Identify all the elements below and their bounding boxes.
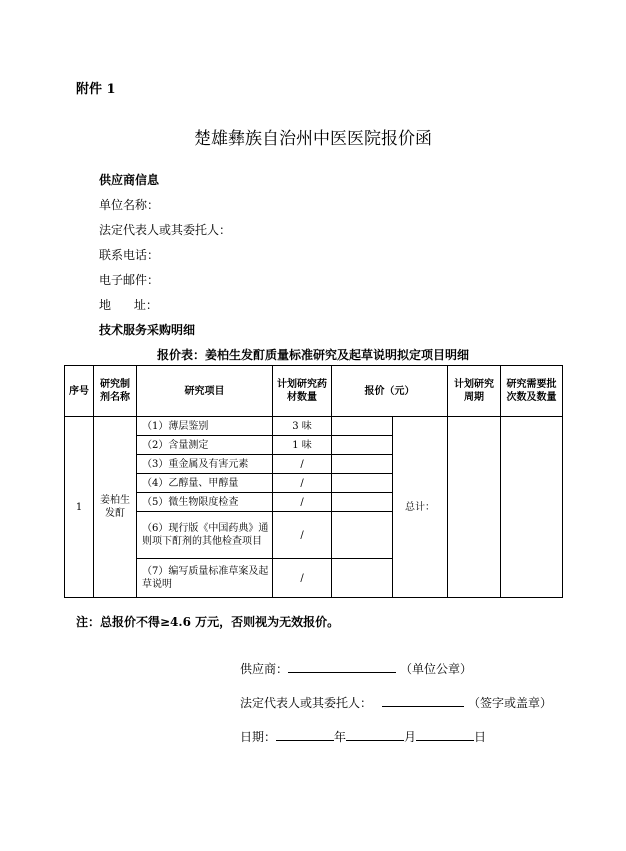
supplier-label: 供应商：	[240, 662, 289, 676]
cell-price	[332, 493, 393, 512]
field-address: 地 址：	[99, 298, 158, 312]
table-title: 报价表：姜柏生发酊质量标准研究及起草说明拟定项目明细	[156, 348, 469, 362]
header-seq: 序号	[65, 366, 94, 417]
cell-quantity: /	[273, 455, 332, 474]
document-title: 楚雄彝族自治州中医医院报价函	[194, 129, 432, 149]
cell-price	[332, 455, 393, 474]
cell-research-item: （2）含量测定	[137, 436, 273, 455]
cell-research-item: （4）乙醇量、甲醇量	[137, 474, 273, 493]
cell-batches	[501, 417, 563, 598]
price-note: 注：总报价不得≥4.6 万元，否则视为无效报价。	[76, 615, 340, 629]
field-unit-name: 单位名称：	[99, 198, 160, 212]
day-label: 日	[474, 730, 487, 744]
header-price: 报价（元）	[332, 366, 448, 417]
cell-quantity: /	[273, 559, 332, 598]
field-legal-representative: 法定代表人或其委托人：	[99, 223, 232, 237]
cell-research-item: （6）现行版《中国药典》通则项下酊剂的其他检查项目	[137, 512, 273, 559]
header-research-item: 研究项目	[137, 366, 273, 417]
quote-table	[64, 365, 563, 598]
day-blank[interactable]	[416, 728, 474, 741]
supplier-seal-note: （单位公章）	[400, 662, 473, 676]
cell-research-item: （1）薄层鉴别	[137, 417, 273, 436]
cell-research-item: （3）重金属及有害元素	[137, 455, 273, 474]
supplier-blank[interactable]	[288, 660, 396, 673]
table-header-row	[65, 366, 563, 417]
representative-label: 法定代表人或其委托人：	[240, 696, 373, 710]
month-blank[interactable]	[346, 728, 404, 741]
cell-research-item: （7）编写质量标准草案及起草说明	[137, 559, 273, 598]
tech-service-heading: 技术服务采购明细	[99, 323, 196, 337]
header-batches: 研究需要批次数及数量	[501, 366, 563, 417]
cell-quantity: 3 味	[273, 417, 332, 436]
attachment-label: 附件 1	[76, 82, 116, 97]
signature-rep-line	[240, 694, 552, 711]
cell-quantity: /	[273, 512, 332, 559]
cell-research-item: （5）微生物限度检查	[137, 493, 273, 512]
supplier-info-heading: 供应商信息	[99, 173, 160, 187]
month-label: 月	[404, 730, 417, 744]
header-quantity: 计划研究药材数量	[273, 366, 332, 417]
representative-blank[interactable]	[382, 694, 464, 707]
field-email: 电子邮件：	[99, 273, 160, 287]
cell-price	[332, 417, 393, 436]
cell-prep-name: 姜柏生发酊	[94, 417, 137, 598]
cell-quantity: /	[273, 474, 332, 493]
representative-sign-note: （签字或盖章）	[468, 696, 553, 710]
cell-seq: 1	[65, 417, 94, 598]
cell-price	[332, 474, 393, 493]
signature-supplier-line	[240, 660, 472, 677]
year-blank[interactable]	[276, 728, 334, 741]
header-prep-name: 研究制剂名称	[94, 366, 137, 417]
cell-total: 总计：	[393, 417, 448, 598]
table-row	[65, 417, 563, 436]
cell-period	[448, 417, 501, 598]
field-phone: 联系电话：	[99, 248, 160, 262]
signature-date-line	[240, 728, 486, 745]
cell-price	[332, 559, 393, 598]
year-label: 年	[334, 730, 347, 744]
cell-quantity: 1 味	[273, 436, 332, 455]
cell-quantity: /	[273, 493, 332, 512]
date-label: 日期：	[240, 730, 277, 744]
cell-price	[332, 512, 393, 559]
header-period: 计划研究周期	[448, 366, 501, 417]
cell-price	[332, 436, 393, 455]
